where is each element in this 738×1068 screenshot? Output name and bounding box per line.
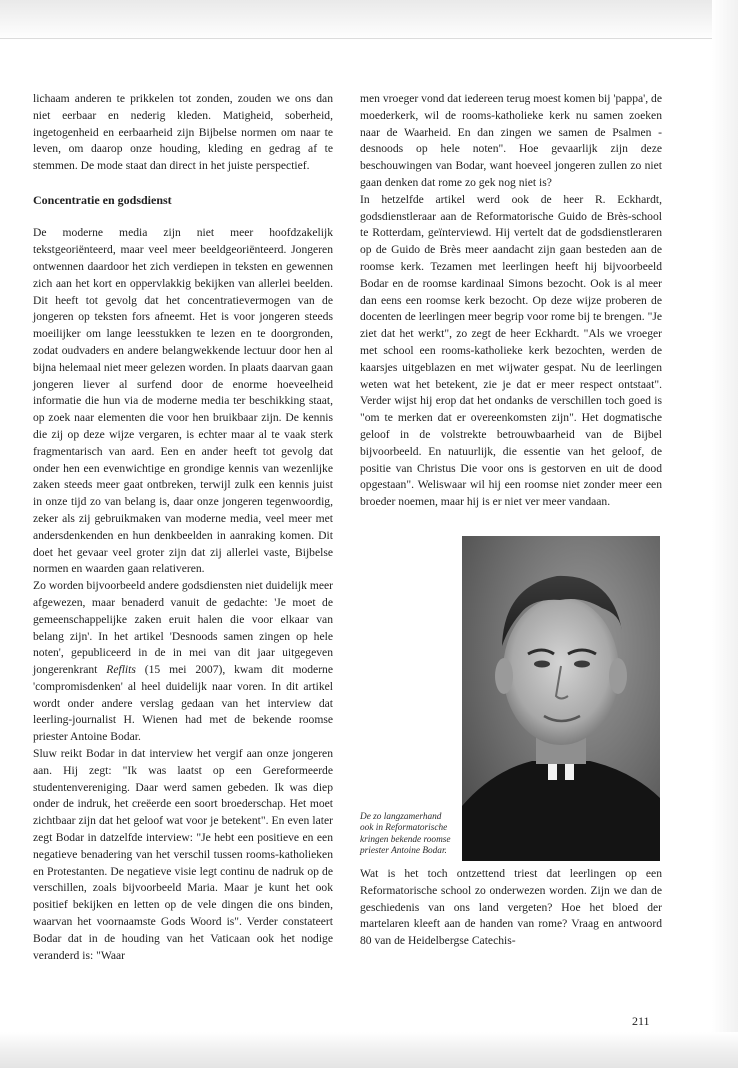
paragraph-continuation: men vroeger vond dat iedereen terug moest komen bij 'pappa', de moederkerk, wil de rooms-katholieke kerk nu samen zoeken naar de Waarheid. En dan zingen we samen de Psalmen - desnoods op hele noten". Hoe gevaarlijk zijn deze beschouwingen van Bodar, want hoeveel jongeren zullen zo niet gaan denken dat rome zo gek nog niet is? <box>360 92 662 189</box>
right-column-bottom <box>360 866 662 950</box>
paragraph-eckhardt: In hetzelfde artikel werd ook de heer R. Eckhardt, godsdienstleraar aan de Reformatorische Guido de Brès-school te Rotterdam, geïnterviewd. Hij vertelt dat de godsdienstleraren op de Guido de Brès meer aandacht zijn gaan besteden aan de roomse kerk. Tezamen met leerlingen heeft hij bijvoorbeeld Bodar en de roomse kardinaal Simons bezocht. Ook is al meer dan eens een roomse kerk bezocht. Op deze wijze proberen de docenten de leerlingen meer begrip voor rome bij te brengen. "Je ziet dat het werkt", zo zegt de heer Eckhardt. "Als we vroeger met school een rooms-katholieke kerk bezochten, werden de kaarsjes uitgeblazen en met wijwater gespat. Nu de leerlingen weten wat het betekent, zie je dat er meer respect ontstaat". Verder wijst hij erop dat het ondanks de verschillen toch goed is "om te merken dat er overeenkomsten zijn". Het dogmatische geloof in de volstrekte betrouwbaarheid van de Bijbel bijvoorbeeld. En natuurlijk, die essentie van het geloof, de positie van Christus Die voor ons is gestorven en uit de dood opgestaan". Weliswaar wil hij een roomse niet zonder meer een broeder noemen, maar hij is er niet ver meer vandaan. <box>360 192 662 509</box>
scan-right-edge <box>712 0 738 1068</box>
page-number: 211 <box>632 1014 650 1028</box>
scan-bottom-edge <box>0 1032 738 1068</box>
paragraph-closing: Wat is het toch ontzettend triest dat leerlingen op een Reformatorische school zo onderwezen worden. Zijn we dan de geschiedenis van ons land vergeten? Hoe het bloed der martelaren kleeft aan de handen van rome? Vraag en antwoord 80 van de Heidelbergse Catechis- <box>360 867 662 948</box>
scan-top-edge <box>0 0 738 40</box>
left-column <box>33 91 333 964</box>
paragraph-reflits <box>33 578 333 746</box>
paragraph-media: De moderne media zijn niet meer hoofdzakelijk tekstgeoriënteerd, maar veel meer beeldgeoriënteerd. Jongeren ontwennen daardoor het zich verdiepen in teksten en gewennen zich aan het kort en oppervlakkig bekijken van allerlei beelden. Dit heeft tot gevolg dat het concentratievermogen van de jongeren op teksten fors afneemt. Het is voor jongeren steeds moeilijker om lange leesstukken te lezen en te doorgronden, zodat oudvaders en andere belangwekkende lectuur door hen al bijna helemaal niet meer gelezen worden. In plaats daarvan gaan jongeren liever al surfend door de enorme hoeveelheid informatie die hun via de moderne media ter beschikking staat, op zoek naar elementen die voor hen bruikbaar zijn. De kennis die zij op deze wijze vergaren, is echter maar al te vaak sterk fragmentarisch van aard. Een en ander heeft tot gevolg dat onder hen een evenwichtige en grondige kennis van wezenlijke zaken steeds meer gaat ontbreken, terwijl zulk een kennis juist in onze tijd zo van belang is, daar onze jongeren tegenwoordig, zeker als zij gebruikmaken van moderne media, veel meer met andersdenkenden en hun denkbeelden in aanraking komen. Dit doet het gevaar veel groter zijn dat zij allerlei vaste, Bijbelse normen en waarden gaan relativeren. <box>33 226 334 576</box>
paragraph-reflits-before: Zo worden bijvoorbeeld andere godsdiensten niet duidelijk meer afgewezen, maar benaderd vanuit de gedachte: 'Je moet de gemeenschappelijke zaken eruit halen die voor elkaar van belang zijn'. In het artikel 'Desnoods samen zingen op hele noten', gepubliceerd in de in mei van dit jaar uitgegeven jongerenkrant <box>33 579 333 677</box>
right-column <box>360 91 662 511</box>
intro-paragraph: lichaam anderen te prikkelen tot zonden, zouden we ons dan niet eerbaar en nederig kleden. Matigheid, soberheid, ingetogenheid en eerbaarheid zijn Bijbelse normen om naar te leven, om daarop onze houding, kleding en gedrag af te stemmen. De mode staat dan direct in het juiste perspectief. <box>33 92 333 173</box>
paragraph-bodar: Sluw reikt Bodar in dat interview het vergif aan onze jongeren aan. Hij zegt: "Ik was laatst op een Gereformeerde studentenvereniging. Daar werd samen gebeden. Ik was diep onder de indruk, het creëerde een soort broederschap. Het moet zichtbaar zijn dat het geloof wat voor je betekent". En even later zegt Bodar in datzelfde interview: "Je hebt een positieve en een negatieve benadering van het verschil tussen rooms-katholieken en Protestanten. De negatieve visie legt continu de nadruk op de verschillen, zoals bijvoorbeeld Maria. Maar je kunt het ook positief bekijken en letten op de vele dingen die ons binden, waarvan het voornaamste Gods Woord is". Verder constateert Bodar dat in de houding van het Vaticaan ook het nodige veranderd is: "Waar <box>33 747 333 962</box>
priest-portrait-photo <box>462 536 660 861</box>
paragraph-reflits-after: (15 mei 2007), kwam dit moderne 'compromisdenken' al heel duidelijk naar voren. In dit artikel wordt onder andere verslag gedaan van het interview dat leerling-journalist H. Wienen had met de bekende roomse priester Antoine Bodar. <box>33 663 333 744</box>
reflits-title: Reflits <box>106 663 136 677</box>
section-heading: Concentratie en godsdienst <box>33 192 172 207</box>
photo-caption: De zo langzamerhand ook in Reformatorische kringen bekende roomse priester Antoine Bodar. <box>360 812 451 857</box>
